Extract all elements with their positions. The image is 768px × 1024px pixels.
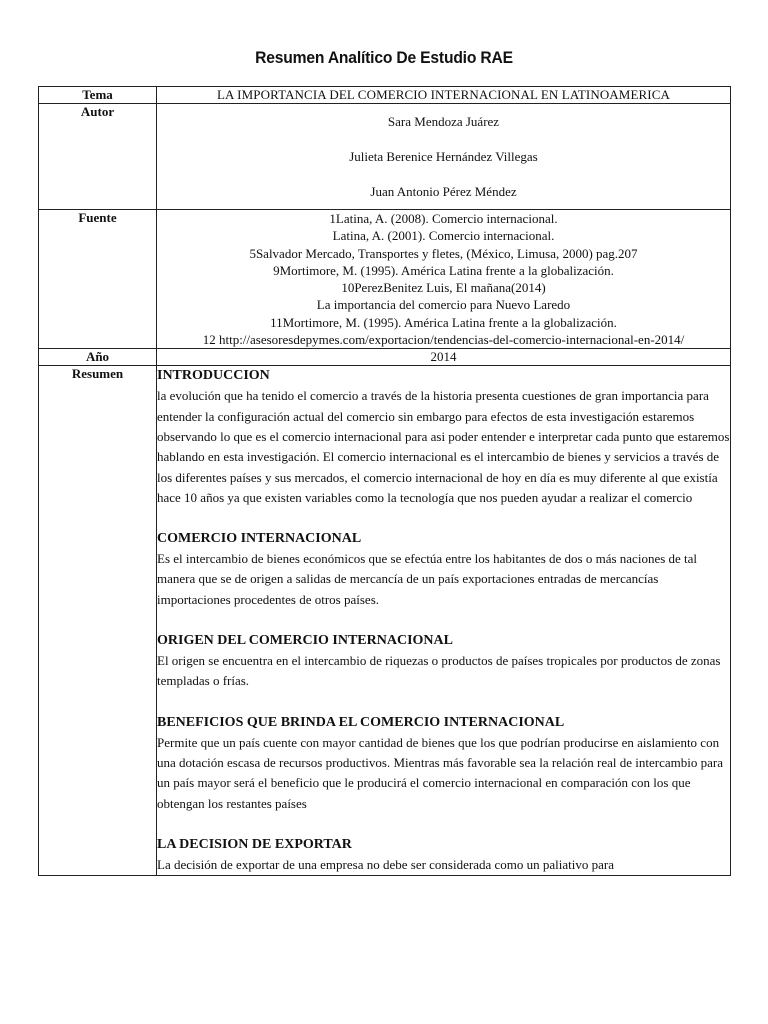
- row-fuente: [39, 210, 731, 349]
- author-name: Julieta Berenice Hernández Villegas: [349, 149, 538, 164]
- section-heading: ORIGEN DEL COMERCIO INTERNACIONAL: [157, 633, 453, 649]
- source-line: 9Mortimore, M. (1995). América Latina frente a la globalización.: [273, 262, 614, 278]
- label-fuente: Fuente: [39, 210, 157, 349]
- author-name: Sara Mendoza Juárez: [387, 114, 500, 129]
- section-body: La decisión de exportar de una empresa no debe ser considerada como un paliativo para: [157, 856, 614, 872]
- resumen-value: [157, 366, 731, 876]
- author-name: Juan Antonio Pérez Méndez: [370, 184, 517, 199]
- label-resumen: Resumen: [39, 366, 157, 876]
- source-line: 1Latina, A. (2008). Comercio internacional.: [329, 211, 558, 226]
- section-heading: BENEFICIOS QUE BRINDA EL COMERCIO INTERNACIONAL: [157, 714, 565, 730]
- row-tema: [39, 87, 731, 104]
- section-body: El origen se encuentra en el intercambio de riquezas o productos de países tropicales por productos de zonas templadas o frías.: [157, 653, 721, 689]
- section-body: Permite que un país cuente con mayor cantidad de bienes que los que podrían producirse en aislamiento con una dotación escasa de recursos productivos. Mientras más favorable sea la relación real de intercambio para un país mayor será el beneficio que le producirá el comercio internacional en comparación con los que obtengan los restantes países: [157, 734, 723, 811]
- label-anio: Año: [39, 349, 157, 366]
- source-line: Latina, A. (2001). Comercio internacional.: [332, 228, 555, 244]
- section-body: Es el intercambio de bienes económicos que se efectúa entre los habitantes de dos o más naciones de tal manera que se de origen a salidas de mercancía de un país exportaciones entradas de mercancías importaciones procedentes de otros países.: [157, 551, 698, 607]
- anio-value: 2014: [157, 349, 731, 366]
- label-tema: Tema: [39, 87, 157, 104]
- source-line: 11Mortimore, M. (1995). América Latina frente a la globalización.: [270, 314, 617, 330]
- label-autor: Autor: [39, 104, 157, 210]
- row-anio: [39, 349, 731, 366]
- section-heading: INTRODUCCION: [157, 368, 270, 384]
- document-title: Resumen Analítico De Estudio RAE: [255, 48, 513, 67]
- section-body: la evolución que ha tenido el comercio a través de la historia presenta cuestiones de gran importancia para entender la configuración actual del comercio sin embargo para efectos de esta investigación estaremos observando lo que es el comercio internacional para asi poder entender e interpretar cada punto que estaremos hablando en esta investigación. El comercio internacional es el intercambio de bienes y servicios a través de los diferentes países y sus mercados, el comercio internacional de hoy en día es muy diferente al que existía hace 10 años ya que existen variables como la tecnología que nos pueden ayudar a realizar el comercio: [157, 388, 730, 505]
- section-heading: LA DECISION DE EXPORTAR: [157, 836, 352, 852]
- source-line: 5Salvador Mercado, Transportes y fletes, (México, Limusa, 2000) pag.207: [249, 245, 638, 261]
- rae-table: [38, 86, 731, 876]
- fuente-value: [157, 210, 731, 349]
- source-line: 10PerezBenitez Luis, El mañana(2014): [341, 280, 546, 296]
- source-url[interactable]: 12 http://asesoresdepymes.com/exportacion/tendencias-del-comercio-internacional-en-2014/: [202, 332, 685, 348]
- tema-value: LA IMPORTANCIA DEL COMERCIO INTERNACIONAL EN LATINOAMERICA: [157, 87, 731, 104]
- section-heading: COMERCIO INTERNACIONAL: [157, 531, 362, 547]
- source-line: La importancia del comercio para Nuevo Laredo: [316, 297, 571, 313]
- autor-value: [157, 104, 731, 210]
- row-resumen: [39, 366, 731, 876]
- row-autor: [39, 104, 731, 210]
